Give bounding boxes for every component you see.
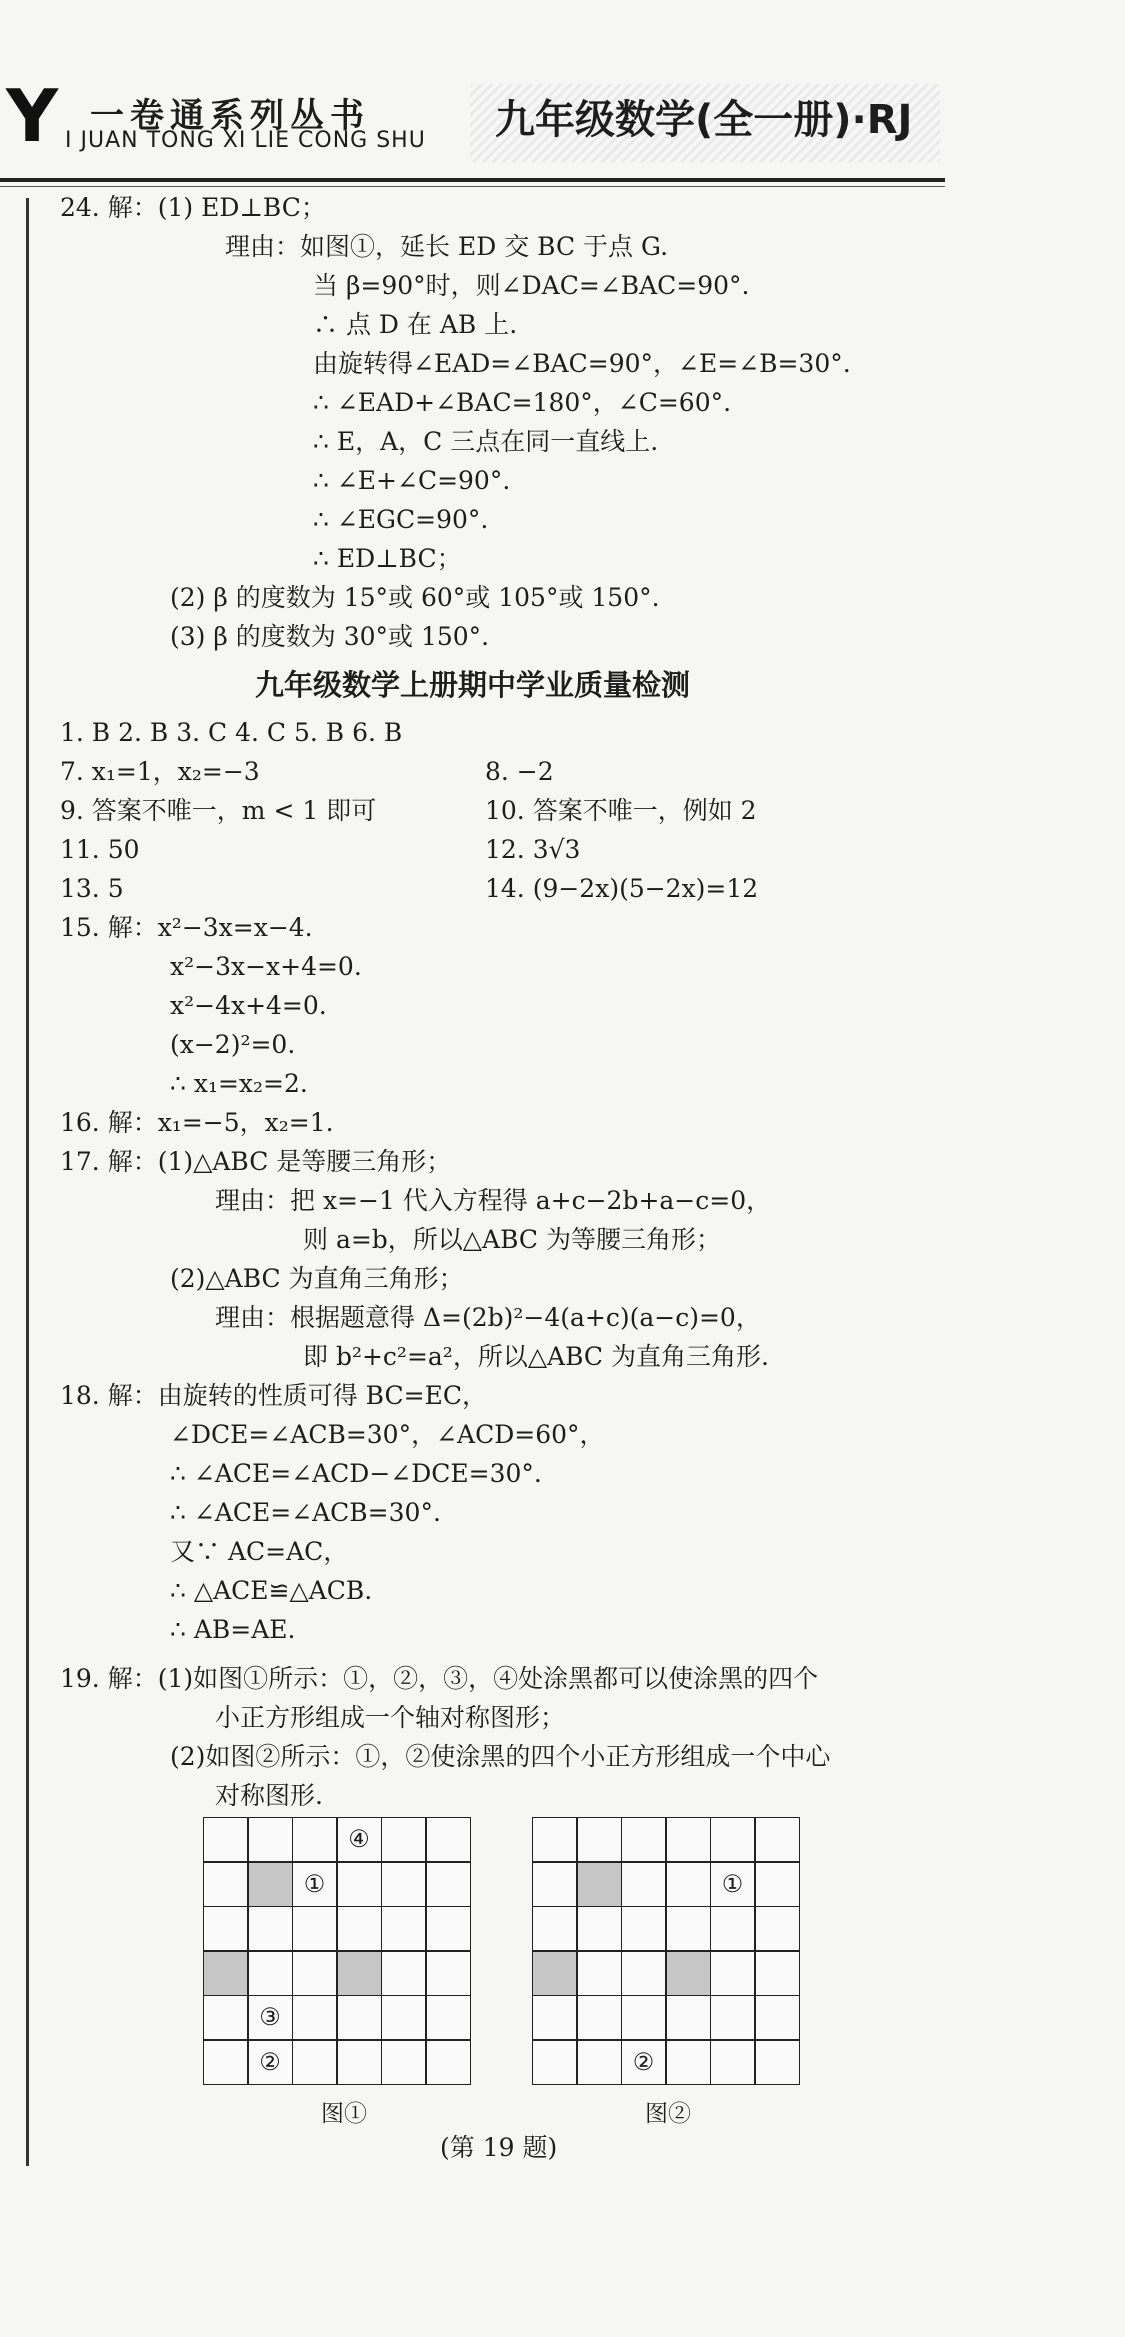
grid-cell bbox=[292, 1995, 337, 2040]
answer-line: 当 β=90°时，则∠DAC=∠BAC=90°. bbox=[313, 271, 750, 300]
figure-2-label: 图② bbox=[645, 2101, 691, 2127]
answer-line: 8. −2 bbox=[485, 757, 554, 786]
grid-cell bbox=[337, 1862, 382, 1907]
answer-line: ∴ E，A，C 三点在同一直线上. bbox=[313, 427, 659, 456]
answer-line: 13. 5 bbox=[60, 874, 124, 903]
answer-line: 小正方形组成一个轴对称图形； bbox=[215, 1703, 566, 1732]
grid-cell bbox=[666, 1862, 711, 1907]
answer-line: 15. 解：x²−3x=x−4. bbox=[60, 913, 313, 942]
grid-cell bbox=[426, 1906, 471, 1951]
grid-cell bbox=[621, 1817, 666, 1862]
grid-cell-shaded bbox=[337, 1951, 382, 1996]
grid-cell bbox=[532, 1906, 577, 1951]
grid-cell bbox=[292, 1817, 337, 1862]
answer-line: 11. 50 bbox=[60, 835, 140, 864]
answer-line: ∴ AB=AE. bbox=[170, 1615, 296, 1644]
grid-cell bbox=[710, 1995, 755, 2040]
grid-cell bbox=[577, 2040, 622, 2085]
series-pinyin: I JUAN TONG XI LIE CONG SHU bbox=[65, 128, 426, 153]
grid-cell bbox=[203, 1995, 248, 2040]
grid-marker: ② bbox=[259, 2047, 281, 2076]
grid-cell bbox=[426, 1817, 471, 1862]
grid-cell bbox=[666, 1817, 711, 1862]
grid-cell bbox=[755, 2040, 800, 2085]
answer-line: 24. 解：(1) ED⊥BC； bbox=[60, 193, 326, 222]
grid-cell bbox=[532, 1995, 577, 2040]
answer-line: 即 b²+c²=a²，所以△ABC 为直角三角形. bbox=[303, 1342, 769, 1371]
series-logo: Y bbox=[6, 74, 59, 158]
grid-marker: ① bbox=[721, 1869, 744, 1898]
grid-cell bbox=[710, 2040, 755, 2085]
grid-cell bbox=[755, 1995, 800, 2040]
grid-marker: ② bbox=[632, 2047, 655, 2076]
grid-cell bbox=[621, 1951, 666, 1996]
grid-cell bbox=[666, 1995, 711, 2040]
answer-line: 17. 解：(1)△ABC 是等腰三角形； bbox=[60, 1147, 452, 1176]
grid-marker: ① bbox=[303, 1869, 326, 1898]
answer-line: 18. 解：由旋转的性质可得 BC=EC， bbox=[60, 1381, 487, 1410]
grid-cell bbox=[755, 1862, 800, 1907]
answer-line: x²−3x−x+4=0. bbox=[170, 952, 362, 981]
grid-cell bbox=[381, 1951, 426, 1996]
grid-cell bbox=[381, 1995, 426, 2040]
grid-cell bbox=[203, 2040, 248, 2085]
grid-cell bbox=[381, 2040, 426, 2085]
figure-1-label: 图① bbox=[321, 2101, 367, 2127]
grid-cell bbox=[248, 1951, 293, 1996]
grid-cell bbox=[621, 1906, 666, 1951]
answer-line: ∴ ∠ACE=∠ACD−∠DCE=30°. bbox=[170, 1459, 542, 1488]
series-title: 一卷通系列丛书 bbox=[90, 96, 370, 136]
figure-caption: (第 19 题) bbox=[440, 2133, 558, 2162]
answer-line: ∴ x₁=x₂=2. bbox=[170, 1069, 308, 1098]
grid-cell bbox=[248, 1817, 293, 1862]
answer-line: 9. 答案不唯一，m < 1 即可 bbox=[60, 796, 377, 825]
grid-cell-shaded bbox=[666, 1951, 711, 1996]
answer-line: x²−4x+4=0. bbox=[170, 991, 327, 1020]
answer-line: ∴ ∠EGC=90°. bbox=[313, 505, 489, 534]
answer-line: ∠DCE=∠ACB=30°，∠ACD=60°， bbox=[170, 1420, 605, 1449]
grid-cell bbox=[532, 1817, 577, 1862]
answer-line: 又∵ AC=AC， bbox=[170, 1537, 349, 1566]
grid-cell bbox=[292, 2040, 337, 2085]
header-rule bbox=[0, 178, 945, 182]
grid-cell bbox=[337, 2040, 382, 2085]
grid-cell bbox=[203, 1862, 248, 1907]
answer-line: 7. x₁=1，x₂=−3 bbox=[60, 757, 260, 786]
grid-cell bbox=[577, 1951, 622, 1996]
answer-line: (2) β 的度数为 15°或 60°或 105°或 150°. bbox=[170, 583, 660, 612]
grid-cell bbox=[426, 2040, 471, 2085]
answer-line: 理由：根据题意得 Δ=(2b)²−4(a+c)(a−c)=0， bbox=[215, 1303, 761, 1332]
grid-cell bbox=[292, 1906, 337, 1951]
grid-cell-shaded bbox=[577, 1862, 622, 1907]
grid-cell bbox=[577, 1817, 622, 1862]
grid-marker: ③ bbox=[259, 2003, 281, 2031]
answer-line: (2)△ABC 为直角三角形； bbox=[170, 1264, 464, 1293]
grid-cell bbox=[621, 1862, 666, 1907]
answer-line: 1. B 2. B 3. C 4. C 5. B 6. B bbox=[60, 718, 403, 747]
grid-cell bbox=[248, 1906, 293, 1951]
page-header bbox=[0, 70, 1125, 170]
grid-cell bbox=[710, 1817, 755, 1862]
grid-cell bbox=[203, 1817, 248, 1862]
answer-line: 由旋转得∠EAD=∠BAC=90°，∠E=∠B=30°. bbox=[313, 349, 851, 378]
answer-line: (x−2)²=0. bbox=[170, 1030, 296, 1059]
answer-line: 19. 解：(1)如图①所示：①，②，③，④处涂黑都可以使涂黑的四个 bbox=[60, 1664, 819, 1693]
grid-cell bbox=[755, 1951, 800, 1996]
answer-line: (2)如图②所示：①，②使涂黑的四个小正方形组成一个中心 bbox=[170, 1742, 831, 1771]
answer-line: ∴ ED⊥BC； bbox=[313, 544, 462, 573]
answer-line: (3) β 的度数为 30°或 150°. bbox=[170, 622, 490, 651]
answer-line: ∴ ∠E+∠C=90°. bbox=[313, 466, 511, 495]
answer-line: ∴ △ACE≌△ACB. bbox=[170, 1576, 373, 1605]
grid-cell bbox=[381, 1817, 426, 1862]
answer-line: ∴ ∠EAD+∠BAC=180°，∠C=60°. bbox=[313, 388, 732, 417]
answer-line: 理由：把 x=−1 代入方程得 a+c−2b+a−c=0， bbox=[215, 1186, 772, 1215]
grid-cell bbox=[426, 1995, 471, 2040]
answer-line: 对称图形. bbox=[215, 1781, 323, 1810]
grid-cell bbox=[710, 1951, 755, 1996]
answer-line: 16. 解：x₁=−5，x₂=1. bbox=[60, 1108, 334, 1137]
answer-line: 12. 3√3 bbox=[485, 835, 581, 864]
section-title: 九年级数学上册期中学业质量检测 bbox=[255, 668, 691, 702]
book-title: 九年级数学(全一册)·RJ bbox=[495, 97, 913, 143]
grid-cell bbox=[426, 1951, 471, 1996]
grid-cell bbox=[710, 1906, 755, 1951]
answer-line: ∴ ∠ACE=∠ACB=30°. bbox=[170, 1498, 441, 1527]
answer-line: 14. (9−2x)(5−2x)=12 bbox=[485, 874, 759, 903]
margin-rule bbox=[26, 198, 29, 2166]
answer-line: 理由：如图①，延长 ED 交 BC 于点 G. bbox=[225, 232, 669, 261]
grid-cell bbox=[577, 1995, 622, 2040]
answer-line: 则 a=b，所以△ABC 为等腰三角形； bbox=[303, 1225, 721, 1254]
grid-cell bbox=[755, 1817, 800, 1862]
grid-cell bbox=[381, 1906, 426, 1951]
grid-cell bbox=[381, 1862, 426, 1907]
grid-cell-shaded bbox=[532, 1951, 577, 1996]
grid-cell bbox=[292, 1951, 337, 1996]
grid-cell bbox=[577, 1906, 622, 1951]
grid-cell bbox=[666, 1906, 711, 1951]
grid-cell bbox=[203, 1906, 248, 1951]
grid-cell-shaded bbox=[248, 1862, 293, 1907]
grid-cell bbox=[666, 2040, 711, 2085]
header-rule-thin bbox=[0, 186, 945, 187]
answer-line: 10. 答案不唯一，例如 2 bbox=[485, 796, 757, 825]
grid-cell bbox=[621, 1995, 666, 2040]
grid-cell bbox=[755, 1906, 800, 1951]
grid-cell bbox=[426, 1862, 471, 1907]
grid-cell bbox=[337, 1995, 382, 2040]
grid-cell bbox=[532, 2040, 577, 2085]
grid-cell-shaded bbox=[203, 1951, 248, 1996]
grid-cell bbox=[532, 1862, 577, 1907]
grid-marker: ④ bbox=[348, 1825, 370, 1853]
grid-cell bbox=[337, 1906, 382, 1951]
answer-line: ∴ 点 D 在 AB 上. bbox=[313, 310, 518, 339]
